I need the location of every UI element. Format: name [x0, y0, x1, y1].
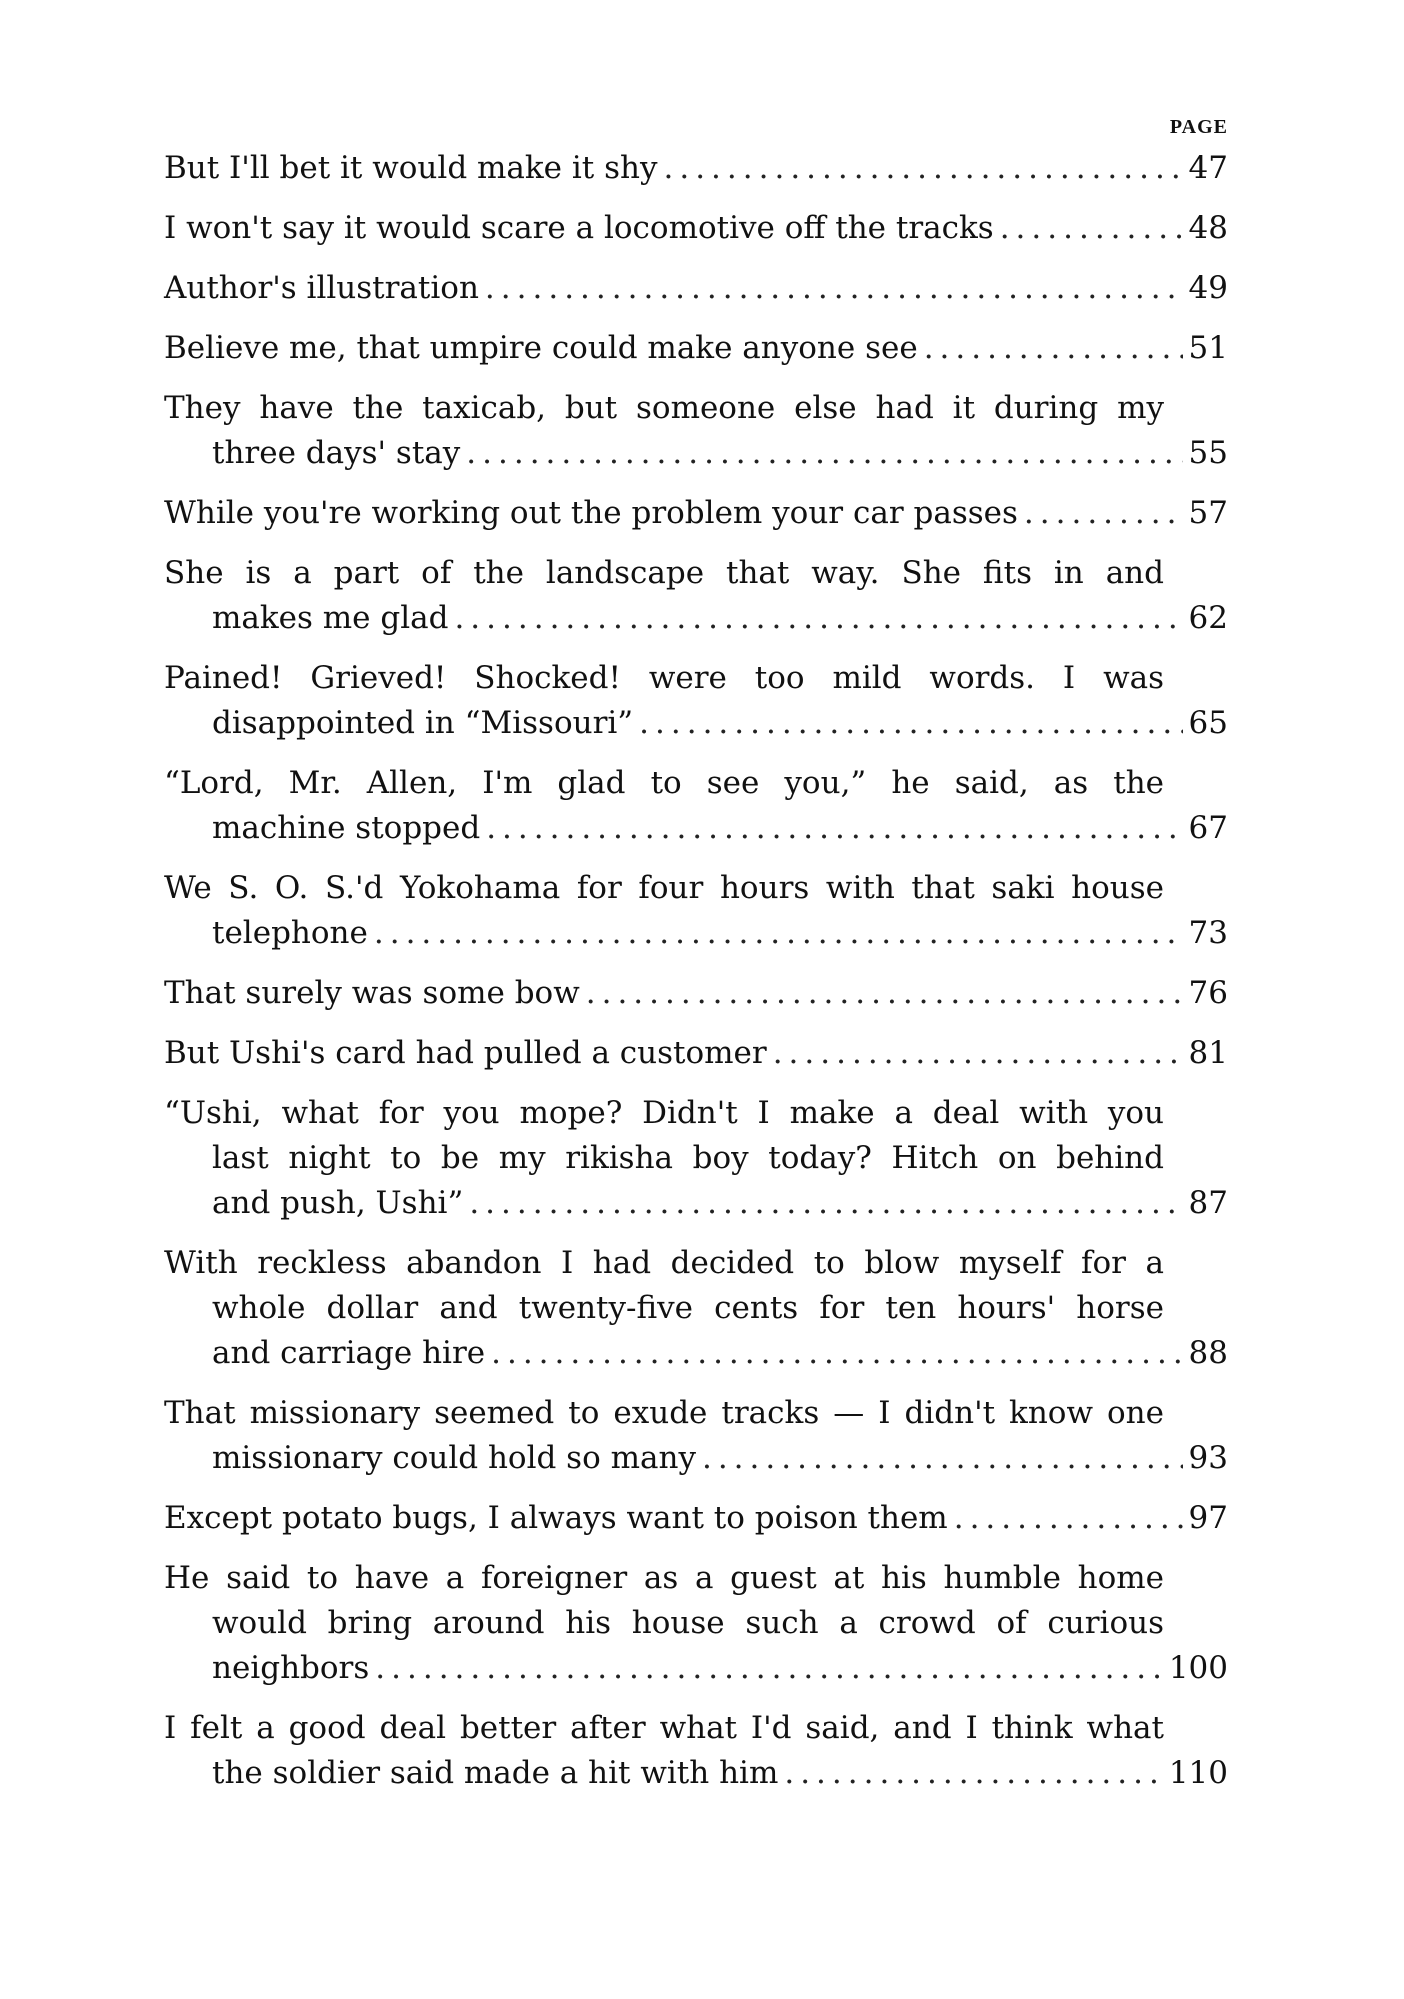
entry-final-line — [164, 146, 1228, 191]
toc-entry — [164, 971, 1228, 1016]
toc-entry — [164, 656, 1228, 746]
entry-caption-end: I won't say it would scare a locomotive off the tracks — [164, 210, 994, 246]
leader-dots — [485, 266, 1183, 311]
leader-dots — [784, 1751, 1162, 1796]
entry-final-line — [164, 971, 1228, 1016]
entry-final-line — [212, 1646, 1228, 1691]
page-number: 87 — [1188, 1185, 1228, 1221]
entry-caption-line: I felt a good deal better after what I'd said, and I think what — [164, 1710, 1164, 1746]
entry-caption-end: telephone — [212, 915, 368, 951]
entry-final-line — [212, 911, 1228, 956]
toc-entry — [164, 326, 1228, 371]
entry-caption-line: Pained! Grieved! Shocked! were too mild words. I was — [164, 660, 1164, 696]
leader-dots — [374, 911, 1183, 956]
entry-caption-line: “Lord, Mr. Allen, I'm glad to see you,” he said, as the — [164, 765, 1164, 801]
page-number: 76 — [1188, 975, 1228, 1011]
page-number: 57 — [1188, 495, 1228, 531]
leader-dots — [586, 971, 1183, 1016]
entry-caption-line: would bring around his house such a crowd of curious — [212, 1605, 1164, 1641]
page-number: 62 — [1188, 600, 1228, 636]
toc-entry — [164, 1391, 1228, 1481]
toc-entry — [164, 1706, 1228, 1796]
entry-final-line — [212, 806, 1228, 851]
page-number: 48 — [1188, 210, 1228, 246]
page-number: 93 — [1188, 1440, 1228, 1476]
page-number: 97 — [1188, 1500, 1228, 1536]
entry-caption-line: With reckless abandon I had decided to blow myself for a — [164, 1245, 1164, 1281]
entry-caption-end: makes me glad — [212, 600, 449, 636]
toc-entry — [164, 266, 1228, 311]
entry-caption-line: They have the taxicab, but someone else had it during my — [164, 390, 1164, 426]
page-number: 65 — [1188, 705, 1228, 741]
leader-dots — [924, 326, 1183, 371]
entry-caption-end: disappointed in “Missouri” — [212, 705, 634, 741]
leader-dots — [1024, 491, 1183, 536]
entry-caption-end: and push, Ushi” — [212, 1185, 464, 1221]
entry-caption-end: But I'll bet it would make it shy — [164, 150, 658, 186]
page-number: 55 — [1188, 435, 1228, 471]
toc-entry — [164, 1496, 1228, 1541]
entry-caption-line: That missionary seemed to exude tracks — I didn't know one — [164, 1395, 1164, 1431]
entry-caption-end: missionary could hold so many — [212, 1440, 696, 1476]
leader-dots — [639, 701, 1182, 746]
entry-final-line — [212, 1181, 1228, 1226]
entry-caption-line: whole dollar and twenty-five cents for ten hours' horse — [212, 1290, 1164, 1326]
illustrations-list — [164, 146, 1228, 1811]
entry-caption-end: While you're working out the problem your car passes — [164, 495, 1018, 531]
leader-dots — [466, 431, 1182, 476]
page-number: 49 — [1188, 270, 1228, 306]
leader-dots — [375, 1646, 1163, 1691]
leader-dots — [486, 806, 1182, 851]
page-number: 47 — [1188, 150, 1228, 186]
entry-final-line — [164, 1496, 1228, 1541]
toc-entry — [164, 206, 1228, 251]
leader-dots — [954, 1496, 1183, 1541]
entry-final-line — [164, 266, 1228, 311]
toc-entry — [164, 146, 1228, 191]
entry-caption-end: Believe me, that umpire could make anyone see — [164, 330, 918, 366]
entry-caption-end: neighbors — [212, 1650, 370, 1686]
entry-caption-end: That surely was some bow — [164, 975, 580, 1011]
page-number: 51 — [1188, 330, 1228, 366]
page-column-label: PAGE — [1169, 116, 1228, 138]
page-number: 67 — [1188, 810, 1228, 846]
leader-dots — [491, 1331, 1182, 1376]
entry-caption-end: three days' stay — [212, 435, 461, 471]
page-number: 81 — [1188, 1035, 1228, 1071]
toc-entry — [164, 1556, 1228, 1691]
entry-final-line — [164, 326, 1228, 371]
leader-dots — [664, 146, 1183, 191]
entry-final-line — [164, 491, 1228, 536]
entry-final-line — [212, 701, 1228, 746]
entry-final-line — [212, 1331, 1228, 1376]
entry-caption-end: But Ushi's card had pulled a customer — [164, 1035, 767, 1071]
leader-dots — [702, 1436, 1183, 1481]
entry-caption-end: the soldier said made a hit with him — [212, 1755, 779, 1791]
toc-entry — [164, 1031, 1228, 1076]
entry-caption-line: “Ushi, what for you mope? Didn't I make a deal with you — [164, 1095, 1164, 1131]
toc-entry — [164, 1091, 1228, 1226]
entry-caption-line: We S. O. S.'d Yokohama for four hours with that saki house — [164, 870, 1164, 906]
entry-final-line — [164, 1031, 1228, 1076]
page-number: 73 — [1188, 915, 1228, 951]
entry-caption-end: Author's illustration — [164, 270, 479, 306]
entry-caption-end: machine stopped — [212, 810, 481, 846]
page-number: 88 — [1188, 1335, 1228, 1371]
entry-final-line — [212, 1751, 1228, 1796]
entry-final-line — [212, 596, 1228, 641]
entry-final-line — [164, 206, 1228, 251]
entry-caption-line: She is a part of the landscape that way. She fits in and — [164, 555, 1164, 591]
leader-dots — [454, 596, 1182, 641]
leader-dots — [1000, 206, 1183, 251]
leader-dots — [773, 1031, 1183, 1076]
toc-entry — [164, 1241, 1228, 1376]
page-number: 100 — [1168, 1650, 1228, 1686]
toc-entry — [164, 866, 1228, 956]
entry-caption-end: Except potato bugs, I always want to poison them — [164, 1500, 948, 1536]
toc-entry — [164, 551, 1228, 641]
entry-final-line — [212, 1436, 1228, 1481]
leader-dots — [469, 1181, 1182, 1226]
entry-caption-end: and carriage hire — [212, 1335, 486, 1371]
entry-final-line — [212, 431, 1228, 476]
toc-entry — [164, 491, 1228, 536]
toc-entry — [164, 386, 1228, 476]
entry-caption-line: He said to have a foreigner as a guest at his humble home — [164, 1560, 1164, 1596]
entry-caption-line: last night to be my rikisha boy today? Hitch on behind — [212, 1140, 1164, 1176]
toc-entry — [164, 761, 1228, 851]
page-number: 110 — [1168, 1755, 1228, 1791]
